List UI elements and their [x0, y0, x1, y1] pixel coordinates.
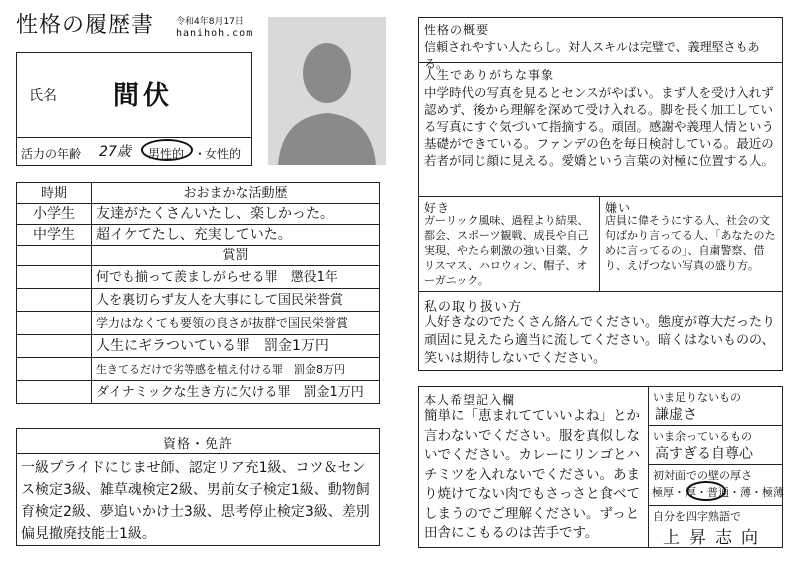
empty-cell — [17, 266, 92, 289]
option-separator: ・ — [194, 147, 207, 161]
option-separator: ・ — [751, 486, 762, 499]
qual-divider — [17, 453, 379, 454]
excess-value: 高すぎる自尊心 — [655, 446, 753, 462]
history-table — [16, 182, 380, 404]
table-row — [17, 358, 380, 381]
life-event-header: 人生でありがちな事象 — [424, 68, 555, 82]
person-silhouette-icon — [268, 17, 386, 165]
wall-option: 薄 — [740, 486, 751, 499]
overview-header: 性格の概要 — [424, 23, 490, 37]
wall-option: 極薄 — [762, 486, 784, 499]
qualifications-text: 一級プライドにじませ師、認定リア充1級、コツ＆センス検定3級、雑草魂検定2級、男前女子検定1級、動物飼育検定2級、夢追いかけ士3級、思考停止検定3級、差別偏見撤廃技能士1級。 — [21, 460, 370, 542]
award-cell: 人を裏切らず友人を大事にして国民栄誉賞 — [92, 289, 380, 312]
date: 令和4年8月17日 — [176, 17, 244, 27]
table-row — [17, 225, 380, 246]
wishes-header: 本人希望記入欄 — [424, 393, 516, 407]
period-cell: 中学生 — [17, 225, 92, 246]
award-cell: 何でも揃って羨ましがらせる罪 懲役1年 — [92, 266, 380, 289]
empty-cell — [17, 246, 92, 266]
history-section — [16, 182, 380, 404]
likes-header: 好き — [424, 201, 451, 215]
side-divider — [648, 387, 649, 547]
male-option: 男性的 — [148, 147, 185, 161]
award-cell: 生きてるだけで劣等感を植え付ける罪 罰金8万円 — [92, 358, 380, 381]
col-activity: おおまかな活動歴 — [92, 183, 380, 204]
vitality-age: 27歳 — [99, 144, 131, 160]
profile-box — [16, 52, 252, 166]
lacking-label: いま足りないもの — [653, 391, 741, 404]
likes-vertical-divider — [599, 196, 600, 292]
awards-header: 賞罰 — [92, 246, 380, 266]
handling-header: 私の取り扱い方 — [424, 300, 523, 315]
wishes-text: 簡単に「恵まれてていいよね」とか言わないでください。服を真似しないでください。カレーにリンゴとハチミツを入れないでください。あまり焼けてない肉でもさっさと食べてしまうのでご理解ください。ずっと田舎にこもるのは苦手です。 — [424, 408, 640, 541]
wishes-box — [418, 386, 783, 548]
wall-option: 極厚 — [652, 486, 674, 499]
wall-option-selected: 普通 — [707, 486, 729, 499]
life-event-text: 中学時代の写真を見るとセンスがやばい。まず人を受け入れず認めず、後から理解を深めて受け入れる。脚を長く加工している写真にすぐ気づいて指摘する。頑固。感謝や義理人情という基礎ができている。ファンデの色を毎日検討している。最近の若者が同じ顔に見える。愛嬌という言葉の対極に位置する人。 — [424, 85, 775, 168]
wall-label: 初対面での壁の厚さ — [653, 469, 752, 482]
profile-divider — [17, 137, 251, 138]
empty-cell — [17, 289, 92, 312]
personality-box — [418, 17, 783, 293]
page-title: 性格の履歴書 — [16, 13, 155, 38]
option-separator: ・ — [696, 486, 707, 499]
side-divider-2 — [648, 464, 783, 465]
activity-cell: 友達がたくさんいたし、楽しかった。 — [92, 204, 380, 225]
likes-text: ガーリック風味、過程より結果、都会、スポーツ観戦、成長や自己実現、やたら刺激の強い目薬、クリスマス、ハロウィン、帽子、オーガニック。 — [424, 214, 589, 287]
site-url: hanihoh.com — [176, 28, 254, 39]
table-row — [17, 204, 380, 225]
qualifications-header: 資格・免許 — [162, 437, 233, 452]
female-option: 女性的 — [205, 147, 242, 161]
option-separator: ・ — [674, 486, 685, 499]
empty-cell — [17, 358, 92, 381]
award-cell: 学力はなくても要領の良さが抜群で国民栄誉賞 — [92, 312, 380, 335]
wall-options — [652, 484, 784, 500]
name-value: 間伏 — [113, 81, 174, 111]
handling-box — [418, 291, 783, 371]
overview-text: 信頼されやすい人たらし。対人スキルは完璧で、義理堅さもある。 — [424, 40, 760, 71]
option-separator: ・ — [729, 486, 740, 499]
handling-text: 人好きなのでたくさん絡んでください。態度が尊大だったり頑固に見えたら適当に流してください。暗くはないものの、笑いは期待しないでください。 — [424, 315, 776, 366]
table-row — [17, 289, 380, 312]
yoji-label: 自分を四字熟語で — [653, 510, 741, 523]
award-cell: 人生にギラついている罪 罰金1万円 — [92, 335, 380, 358]
lacking-value: 謙虚さ — [655, 407, 697, 423]
col-period: 時期 — [17, 183, 92, 204]
award-cell: ダイナミックな生き方に欠ける罪 罰金1万円 — [92, 381, 380, 404]
likes-divider — [419, 196, 782, 197]
vitality-label: 活力の年齢 — [21, 147, 82, 161]
photo-placeholder — [268, 17, 386, 165]
empty-cell — [17, 312, 92, 335]
wall-option: 厚 — [685, 486, 696, 499]
empty-cell — [17, 381, 92, 404]
yoji-value: 上昇志向 — [663, 528, 767, 548]
name-label: 氏名 — [29, 88, 57, 104]
side-divider-1 — [648, 425, 783, 426]
overview-divider — [419, 62, 782, 63]
dislikes-text: 店員に偉そうにする人、社会の文句ばかり言ってる人、「あなたのために言ってるの」、自粛警察、借り、えげつない写真の盛り方。 — [605, 214, 776, 272]
excess-label: いま余っているもの — [653, 430, 752, 443]
table-row — [17, 312, 380, 335]
table-row — [17, 381, 380, 404]
period-cell: 小学生 — [17, 204, 92, 225]
side-divider-3 — [648, 505, 783, 506]
dislikes-header: 嫌い — [605, 201, 632, 215]
empty-cell — [17, 335, 92, 358]
qualifications-box — [16, 428, 380, 546]
activity-cell: 超イケてたし、充実していた。 — [92, 225, 380, 246]
table-row — [17, 335, 380, 358]
table-row — [17, 266, 380, 289]
